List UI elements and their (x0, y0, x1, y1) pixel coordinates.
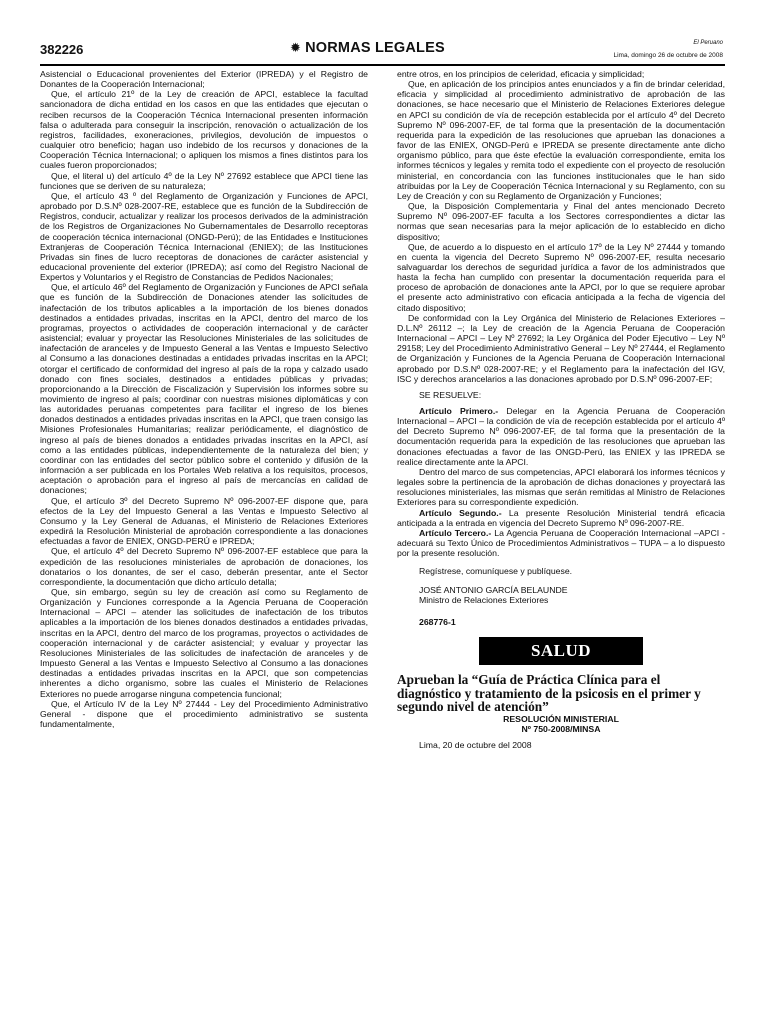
spacer (397, 577, 725, 585)
article-third (397, 528, 725, 558)
paragraph: entre otros, en los principios de celeridad, eficacia y simplicidad; (397, 69, 645, 79)
publication-title (290, 40, 445, 56)
paragraph: Que, el artículo 3º del Decreto Supremo Nº 096-2007-EF dispone que, para efectos de la Ley del Impuesto General a las Ventas e Impuesto Selectivo al Consumo y la Ley General de Aduanas, el Ministerio de Relaciones Exteriores expedirá la Resolución Ministerial de aprobación correspondiente a las donaciones efectuadas a favor de ENIEX, ONGD-PERÚ e IPREDA; (40, 495, 368, 547)
paragraph: Que, de acuerdo a lo dispuesto en el artículo 17º de la Ley Nº 27444 y tomando en cuenta la vigencia del Decreto Supremo Nº 096-2007-EF, resulta necesario salvaguardar los derechos de seguridad jurídica a favor de los administrados que hasta la fecha han cumplido con presentar la documentación requerida para el proceso de aprobación de donaciones ante la APCI, por lo que se requiere aprobar el presente acto administrativo con eficacia anticipada a la fecha de vigencia del citado dispositivo; (397, 241, 725, 313)
article-second-text: La presente Resolución Ministerial tendrá eficacia anticipada a la entrada en vigencia del Decreto Supremo Nº 096-2007-RE. (397, 507, 725, 528)
article-first-paragraph2: Dentro del marco de sus competencias, APCI elaborará los informes técnicos y legales sobre la pertinencia de la aprobación de dichas donaciones y proyectará las resoluciones ministeriales, las mismas que serán remitidas al Ministro de Relaciones Exteriores para su correspondiente expedición. (397, 466, 725, 508)
headline: Aprueban la “Guía de Práctica Clínica para el diagnóstico y tratamiento de la psicosis en el primer y segundo nivel de atención” (397, 671, 701, 715)
paragraph: Asistencial o Educacional provenientes del Exterior (IPREDA) y el Registro de Donantes de la Cooperación Internacional; (40, 69, 368, 90)
paragraph: Que, el artículo 21º de la Ley de creación de APCI, establece la facultad sancionadora de dicha entidad en los casos en que las entidades que ejecutan o reciben recursos de la Cooperación Técnica Internacional presenten información falsa o adulterada para conseguir la inscripción, renovación o actualización de los registros, facilidades, exoneraciones, privilegios, devolución de impuestos o cualquier otro beneficio; hagan uso indebido de los recursos y donaciones de la Cooperación Técnica Internacional; o apliquen los mismos a fines distintos para los cuales fueron proporcionados; (40, 89, 368, 171)
right-column (397, 69, 725, 1017)
paragraph: Que, sin embargo, según su ley de creación así como su Reglamento de Organización y Funciones corresponde a la Agencia Peruana de Cooperación Internacional – APCI – atender las solicitudes de inafectación de los tributos aplicables a la importación de los bienes donados destinados a entidades privadas, inscritas en la APCI, dentro del marco de los programas, proyectos o actividades de cooperación internacional y de carácter asistencial; y evaluar y proyectar las Resoluciones Ministeriales de las solicitudes de inafectación de aranceles y de Impuesto General a las Ventas e Impuesto Selectivo al Consumo a las donaciones destinadas a entidades privadas inscritas en la APCI, que son competencias inherentes a dicho organismo, sobre las cuales el Ministerio de Relaciones Exteriores no puede arrogarse ninguna competencia funcional; (40, 586, 368, 699)
article-second-label: Artículo Segundo.- (419, 507, 502, 518)
article-first-label: Artículo Primero.- (419, 406, 499, 416)
paragraph: Que, el literal u) del artículo 4º de la Ley Nº 27692 establece que APCI tiene las funciones que se deriven de su naturaleza; (40, 170, 368, 191)
resolution-number: Nº 750-2008/MINSA (521, 723, 601, 734)
article-second (397, 508, 725, 528)
article-third-text: La Agencia Peruana de Cooperación Internacional –APCI - adecuará su Texto Único de Procedimientos Administrativos – TUPA – a lo dispuesto por la presente resolución. (397, 527, 725, 559)
paragraph: Que, en aplicación de los principios antes enunciados y a fin de brindar celeridad, eficacia y simplicidad al procedimiento administrativo de aprobación de las donaciones, se hace necesario que el Ministerio de Relaciones Exteriores delegue en APCI su condición de vía de recepción establecida por el artículo 4º del Decreto Supremo Nº 096-2007-EF, de tal forma que la presentación de la documentación requerida para la expedición de las resoluciones que aprueban las donaciones a favor de las ENIEX, ONGD-Perú e IPREDA se presente directamente ante dicho organismo público, para que éste efectúe la evaluación correspondiente, emita los informes técnicos y legales y remita todo el expediente con el proyecto de resolución ministerial, en concordancia con las funciones institucionales que le han sido atribuidas por la Ley de Cooperación Técnica Internacional y su Reglamento, con su Ley de Creación y con su Reglamento de Organización y Funciones; (397, 79, 725, 201)
section-banner: SALUD (479, 637, 643, 665)
coat-of-arms-icon: ✹ (290, 40, 302, 55)
se-resuelve: SE RESUELVE: (419, 389, 482, 400)
signatory-name: JOSÉ ANTONIO GARCÍA BELAUNDE (419, 584, 568, 595)
dateline: Lima, domingo 26 de octubre de 2008 (613, 52, 723, 59)
page-number: 382226 (40, 42, 84, 57)
paragraph: Que, la Disposición Complementaria y Final del antes mencionado Decreto Supremo Nº 096-2007-EF faculta a los Sectores correspondientes a dictar las normas que sean necesarias para la mejor aplicación de lo establecido en dicho dispositivo; (397, 201, 725, 242)
publication-code: 268776-1 (419, 616, 456, 627)
article-first-text: Delegar en la Agencia Peruana de Cooperación Internacional – APCI – la condición de vía de recepción establecida por el artículo 4º del Decreto Supremo Nº 096-2007-EF, de tal forma que la presentación de la documentación requerida para la expedición de las resoluciones que aprueban las donaciones efectuadas a favor de las ONGD-Perú, las ENIEX y las IPREDA se realice directamente ante la APCI. (397, 406, 725, 467)
paragraph: Que, el Artículo IV de la Ley Nº 27444 - Ley del Procedimiento Administrativo General - dispone que el procedimiento administrativo se sustenta fundamentalmente, (40, 698, 368, 729)
paragraph: Que, el artículo 43 º del Reglamento de Organización y Funciones de APCI, aprobado por D.S.Nº 028-2007-RE, establece que es función de la Subdirección de Registros, conducir, actualizar y realizar los procesos derivados de la administración de los Registros de Organizaciones No Gubernamentales de Desarrollo receptoras de cooperación técnica internacional (ONGD-Perú); de las Entidades e Instituciones Extranjeras de Cooperación Técnica Internacional (ENIEX); de las Instituciones Privadas sin fines de lucro receptoras de donaciones de carácter asistencial y educacional proveniente del exterior (IPREDA); así como del Registro Nacional de Expertos y Voluntarios y el Registro de Constancias de Pedidos Nacionales; (40, 190, 368, 283)
left-column (40, 69, 368, 1017)
paragraph: Que, el artículo 4º del Decreto Supremo Nº 096-2007-EF establece que para la expedición de las resoluciones ministeriales de aprobación de donaciones, los donatarios o los donantes, de ser el caso, deberán presentar, ante el Sector correspondiente, la documentación que dicho artículo detalla; (40, 546, 368, 587)
paragraph: Que, el artículo 46º del Reglamento de Organización y Funciones de APCI señala que es función de la Subdirección de Donaciones atender las solicitudes de inafectación de los tributos aplicables a la importación de los bienes donados destinados a entidades privadas, inscritas en la APCI, dentro del marco de los programas, proyectos o actividades de cooperación internacional y de carácter asistencial; evaluar y proyectar las Resoluciones Ministeriales de las solicitudes de inafectación de aranceles y de Impuesto General a las Ventas e Impuesto Selectivo al Consumo a las donaciones destinadas a entidades privadas inscritas en la APCI; otorgar el certificado de conformidad del ingreso al país de la ropa y calzado usado donado con fines sociales, destinados a entidades públicas y privadas; proporcionando a la Dirección de Fiscalización y Supervisión los informes sobre su movimiento de ingreso al país; coordinar con nuestras misiones diplomáticas y con las autoridades peruanas competentes para facilitar el ingreso de los bienes donados destinados a entidades privadas inscritas en la APCI, que traen consigo las Misiones Profesionales Humanitarias; realizar periódicamente, el diagnóstico de ingreso al país de bienes donados a entidades privadas inscritas en la APCI, así como a las entidades públicas, independientemente de la naturaleza del bien; y coordinar con las entidades del sector público sobre el contenido y difusión de la información a ser publicada en los Portales Web relativa a los requisitos, procesos, aceptación o aprobación para el ingreso al país de mercancías en calidad de donaciones; (40, 282, 368, 496)
spacer (397, 558, 725, 566)
article-first (397, 406, 725, 467)
paragraph: De conformidad con la Ley Orgánica del Ministerio de Relaciones Exteriores – D.L.Nº 26112 –; la Ley de creación de la Agencia Peruana de Cooperación Internacional – APCI – Ley Nº 27692; la Ley Orgánica del Poder Ejecutivo – Ley Nº 29158; Ley del Procedimiento Administrativo General – Ley Nº 27444, el Reglamento de Organización y Funciones de la Agencia Peruana de Cooperación Internacional aprobado por D.S.Nº 028-2007-RE; y el Reglamento para la inafectación del IGV, ISC y derechos arancelarios a las donaciones aprobado por D.S.Nº 096-2007-EF; (397, 312, 725, 384)
header-rule (40, 64, 725, 66)
publication-name: NORMAS LEGALES (305, 40, 445, 56)
signatory-title: Ministro de Relaciones Exteriores (419, 594, 549, 605)
newspaper-name: El Peruano (693, 40, 723, 46)
closing-formula: Regístrese, comuníquese y publíquese. (419, 566, 573, 577)
article-third-label: Artículo Tercero.- (419, 527, 492, 538)
place-date: Lima, 20 de octubre del 2008 (419, 740, 532, 751)
resolution-title: RESOLUCIÓN MINISTERIAL (503, 713, 619, 724)
